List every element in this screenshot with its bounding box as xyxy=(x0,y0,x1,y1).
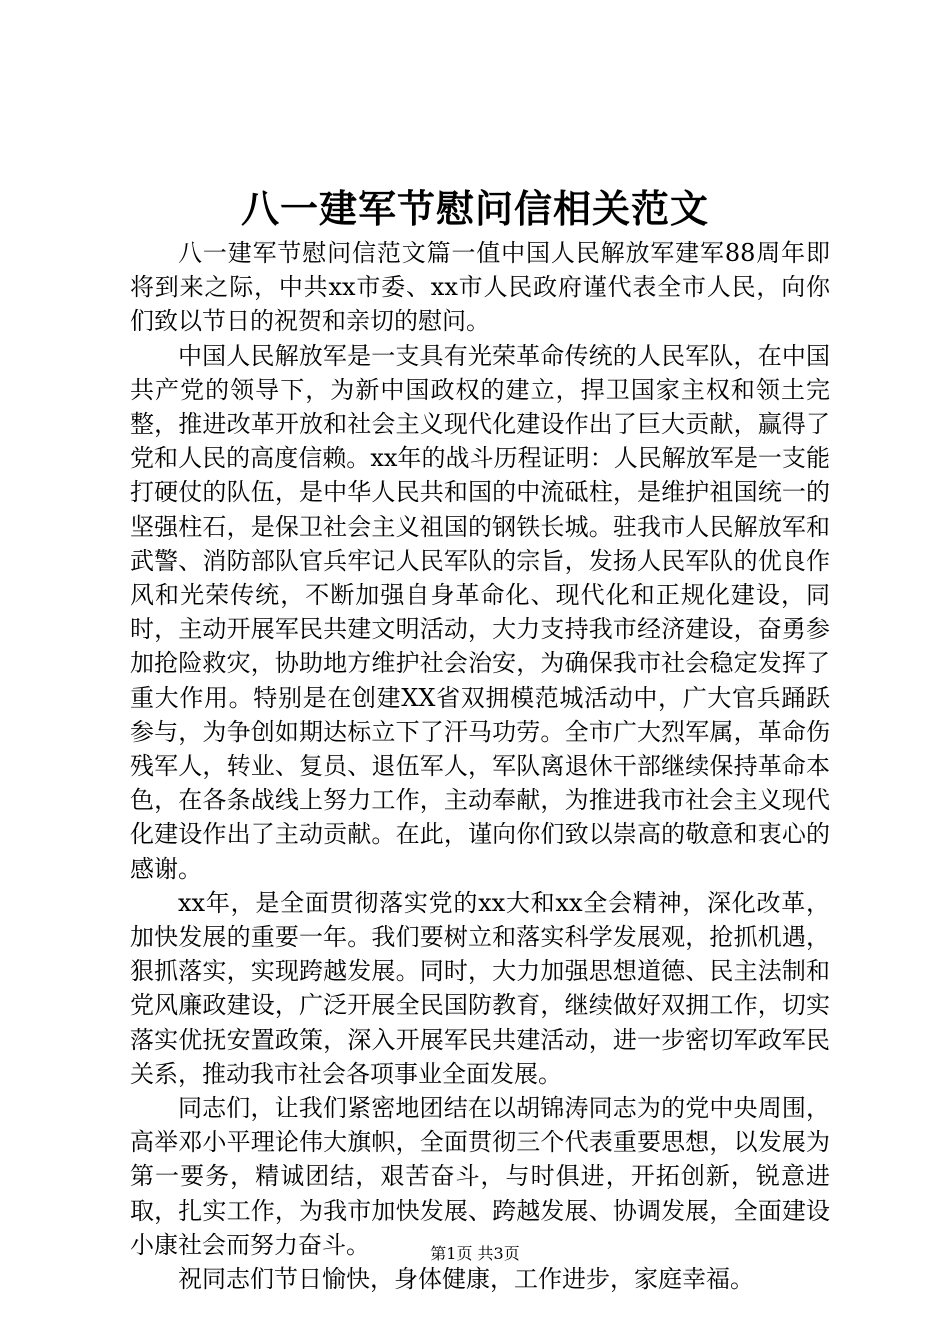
page-number-footer: 第1页 共3页 xyxy=(430,1244,520,1263)
body-paragraph: 祝同志们节日愉快，身体健康，工作进步，家庭幸福。 xyxy=(178,1265,754,1294)
body-paragraph: 中国人民解放军是一支具有光荣革命传统的人民军队，在中国共产党的领导下，为新中国政权的建立，捍卫国家主权和领土完整，推进改革开放和社会主义现代化建设作出了巨大贡献，赢得了党和人民的高度信赖。xx年的战斗历程证明：人民解放军是一支能打硬仗的队伍，是中华人民共和国的中流砥柱，是维护祖国统一的坚强柱石，是保卫社会主义祖国的钢铁长城。驻我市人民解放军和武警、消防部队官兵牢记人民军队的宗旨，发扬人民军队的优良作风和光荣传统，不断加强自身革命化、现代化和正规化建设，同时，主动开展军民共建文明活动，大力支持我市经济建设，奋勇参加抢险救灾，协助地方维护社会治安，为确保我市社会稳定发挥了重大作用。特别是在创建XX省双拥模范城活动中，广大官兵踊跃参与，为争创如期达标立下了汗马功劳。全市广大烈军属，革命伤残军人，转业、复员、退伍军人，军队离退休干部继续保持革命本色，在各条战线上努力工作，主动奉献，为推进我市社会主义现代化建设作出了主动贡献。在此，谨向你们致以崇高的敬意和衷心的感谢。 xyxy=(130,341,830,883)
document-title: 八一建军节慰问信相关范文 xyxy=(240,186,709,231)
body-paragraph: xx年，是全面贯彻落实党的xx大和xx全会精神，深化改革，加快发展的重要一年。我们要树立和落实科学发展观，抢抓机遇，狠抓落实，实现跨越发展。同时，大力加强思想道德、民主法制和党风廉政建设，广泛开展全民国防教育，继续做好双拥工作，切实落实优抚安置政策，深入开展军民共建活动，进一步密切军政军民关系，推动我市社会各项事业全面发展。 xyxy=(130,888,830,1088)
body-paragraph: 八一建军节慰问信范文篇一值中国人民解放军建军88周年即将到来之际，中共xx市委、xx市人民政府谨代表全市人民，向你们致以节日的祝贺和亲切的慰问。 xyxy=(130,239,830,336)
body-paragraph: 同志们，让我们紧密地团结在以胡锦涛同志为的党中央周围，高举邓小平理论伟大旗帜，全面贯彻三个代表重要思想，以发展为第一要务，精诚团结，艰苦奋斗，与时俱进，开拓创新，锐意进取，扎实工作，为我市加快发展、跨越发展、协调发展，全面建设小康社会而努力奋斗。 xyxy=(130,1094,830,1259)
document-body xyxy=(130,236,830,1296)
